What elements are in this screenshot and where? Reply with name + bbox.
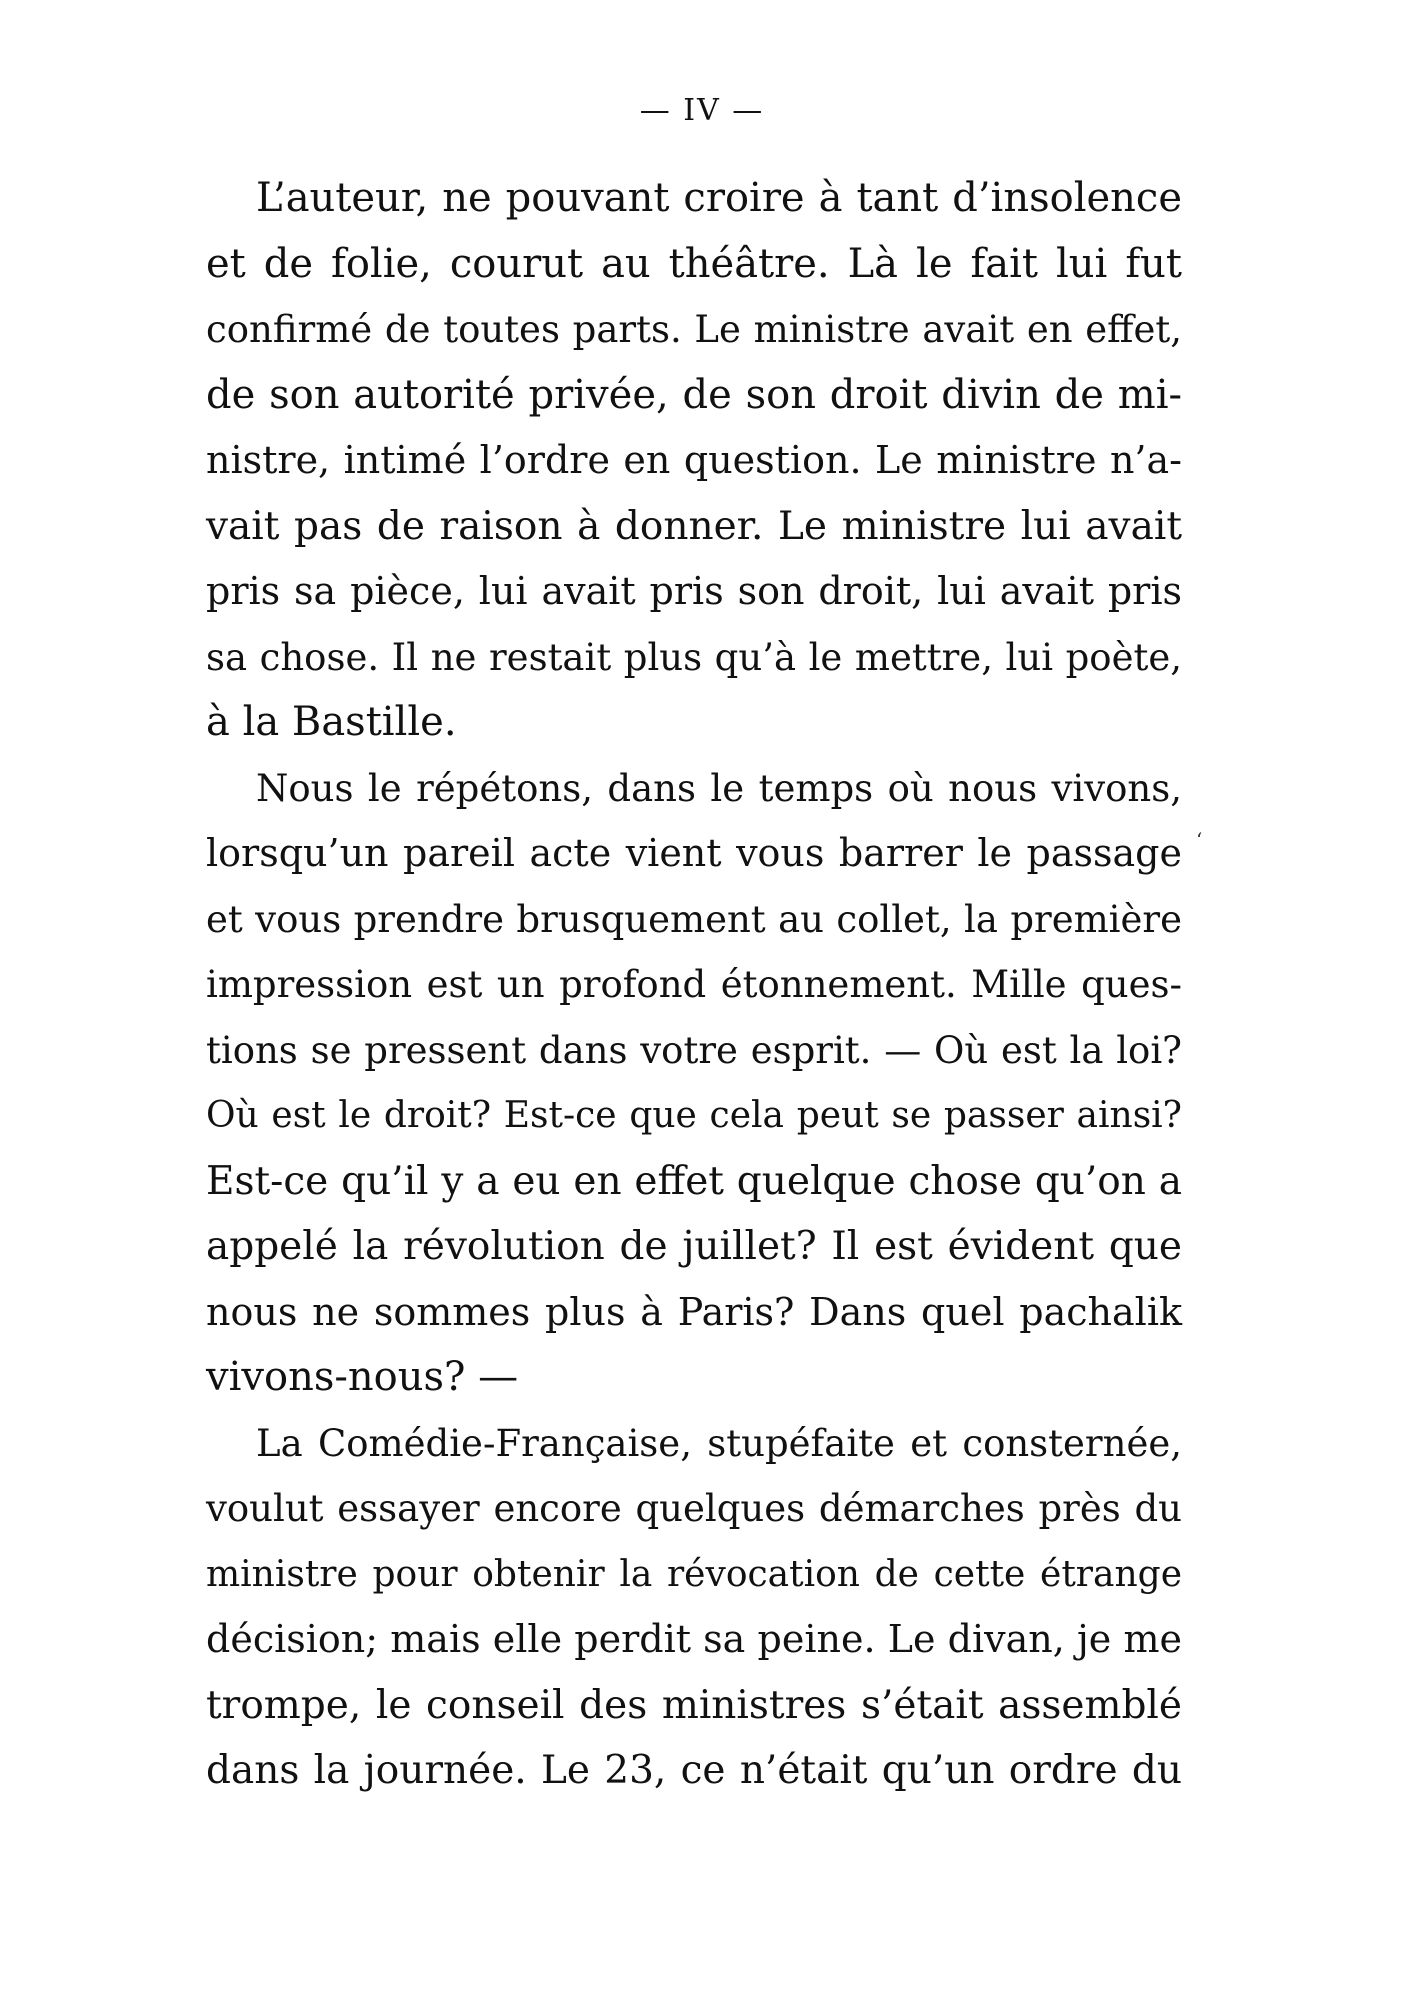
text-line: et de folie, courut au théâtre. Là le fait lui fut (206, 240, 1182, 287)
body-text (206, 166, 1182, 1804)
text-line: dans la journée. Le 23, ce n’était qu’un ordre du (206, 1748, 1182, 1793)
page-number: — IV — (639, 93, 765, 128)
text-line: impression est un profond étonnement. Mille ques- (206, 963, 1182, 1006)
text-line: Est-ce qu’il y a eu en effet quelque chose qu’on a (206, 1158, 1182, 1204)
text-line: nous ne sommes plus à Paris? Dans quel pachalik (206, 1289, 1182, 1334)
paragraph (206, 166, 1182, 756)
margin-mark: ‘ (1196, 828, 1203, 852)
text-line: Nous le répétons, dans le temps où nous vivons, (256, 766, 1182, 810)
text-line: de son autorité privée, de son droit divin de mi- (206, 371, 1182, 418)
paragraph (206, 1411, 1182, 1804)
text-line: décision; mais elle perdit sa peine. Le divan, je me (206, 1617, 1182, 1661)
text-line: ministre pour obtenir la révocation de cette étrange (206, 1553, 1182, 1595)
text-line: à la Bastille. (206, 699, 457, 745)
text-line: pris sa pièce, lui avait pris son droit, lui avait pris (206, 569, 1182, 613)
text-line: vait pas de raison à donner. Le ministre lui avait (206, 503, 1182, 549)
text-line: appelé la révolution de juillet? Il est évident que (206, 1224, 1182, 1269)
text-line: tions se pressent dans votre esprit. — Où est la loi? (206, 1028, 1182, 1072)
text-line: confirmé de toutes parts. Le ministre avait en effet, (206, 308, 1182, 351)
text-line: sa chose. Il ne restait plus qu’à le mettre, lui poète, (206, 635, 1182, 679)
text-line: lorsqu’un pareil acte vient vous barrer le passage (206, 831, 1182, 875)
text-line: nistre, intimé l’ordre en question. Le ministre n’a- (206, 438, 1182, 482)
text-line: et vous prendre brusquement au collet, la première (206, 897, 1182, 941)
text-line: Où est le droit? Est-ce que cela peut se passer ainsi? (206, 1095, 1182, 1136)
text-line: trompe, le conseil des ministres s’était assemblé (206, 1682, 1182, 1728)
text-line: La Comédie-Française, stupéfaite et consternée, (256, 1421, 1182, 1465)
paragraph (206, 756, 1182, 1411)
text-line: voulut essayer encore quelques démarches près du (206, 1487, 1182, 1530)
text-line: vivons-nous? — (206, 1354, 519, 1400)
text-line: L’auteur, ne pouvant croire à tant d’insolence (256, 175, 1182, 221)
